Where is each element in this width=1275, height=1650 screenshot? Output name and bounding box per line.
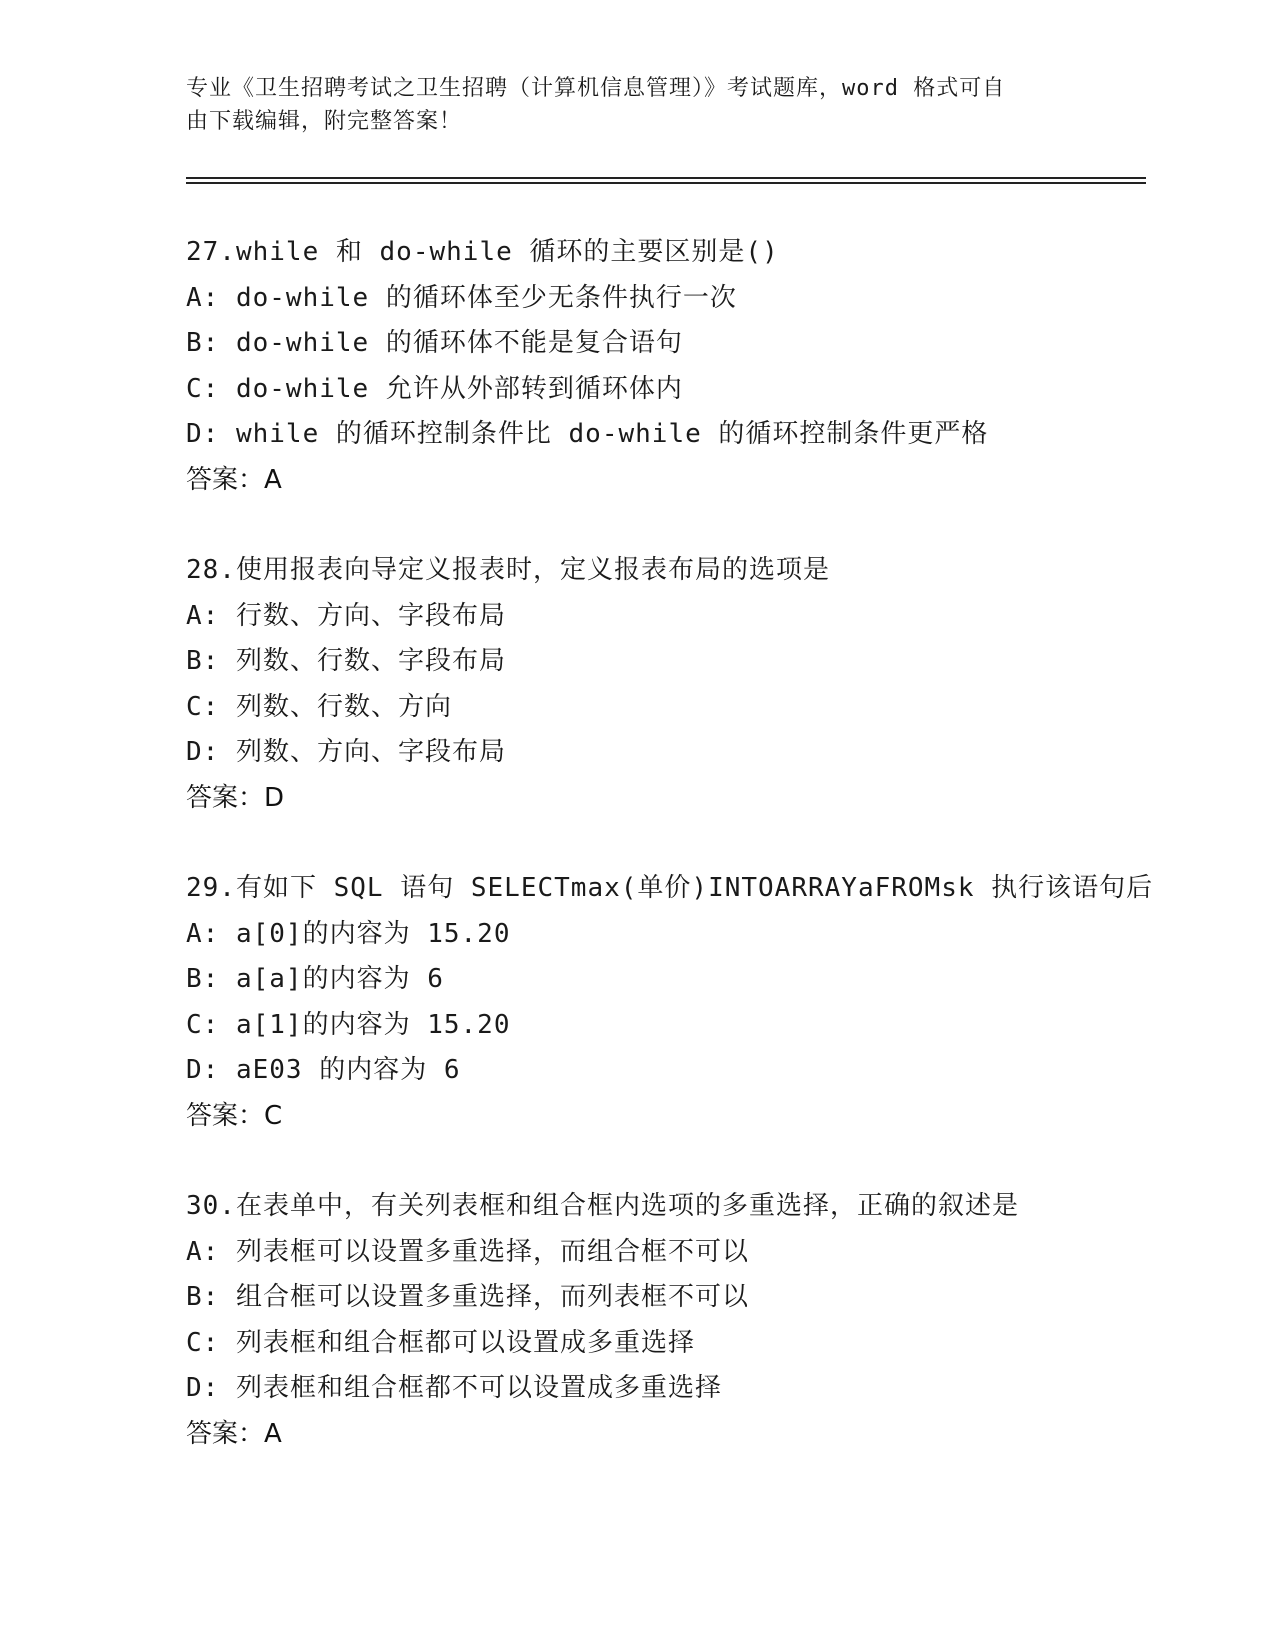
answer-line: 答案：C [186, 1100, 283, 1131]
option-a: A: 行数、方向、字段布局 [186, 600, 506, 631]
option-a: A: a[0]的内容为 15.20 [186, 918, 511, 949]
question-27 [186, 230, 1146, 503]
header-line-2: 由下载编辑，附完整答案！ [186, 109, 463, 134]
option-b: B: a[a]的内容为 6 [186, 964, 444, 994]
header-line-1: 专业《卫生招聘考试之卫生招聘（计算机信息管理）》考试题库，word 格式可自 [186, 76, 1006, 101]
option-d: D: 列数、方向、字段布局 [186, 737, 506, 767]
option-c: C: do-while 允许从外部转到循环体内 [186, 373, 683, 404]
option-c: C: 列表框和组合框都可以设置成多重选择 [186, 1327, 695, 1358]
option-c: C: a[1]的内容为 15.20 [186, 1009, 511, 1040]
question-stem: 27.while 和 do-while 循环的主要区别是() [186, 237, 779, 267]
question-30 [186, 1184, 1146, 1457]
answer-line: 答案：A [186, 1418, 282, 1449]
option-d: D: while 的循环控制条件比 do-while 的循环控制条件更严格 [186, 419, 989, 449]
answer-line: 答案：A [186, 464, 282, 495]
option-c: C: 列数、行数、方向 [186, 691, 452, 722]
option-d: D: 列表框和组合框都不可以设置成多重选择 [186, 1373, 722, 1403]
option-d: D: aE03 的内容为 6 [186, 1055, 461, 1085]
question-29 [186, 866, 1154, 1139]
question-stem: 29.有如下 SQL 语句 SELECTmax(单价)INTOARRAYaFROMsk 执行该语句后 [186, 873, 1154, 903]
option-b: B: do-while 的循环体不能是复合语句 [186, 328, 683, 358]
option-a: A: 列表框可以设置多重选择，而组合框不可以 [186, 1236, 749, 1267]
header-divider-top [186, 177, 1146, 179]
question-28 [186, 548, 1146, 821]
header-divider-bottom [186, 182, 1146, 184]
document-header [186, 72, 1066, 138]
question-stem: 28.使用报表向导定义报表时，定义报表布局的选项是 [186, 555, 830, 585]
option-a: A: do-while 的循环体至少无条件执行一次 [186, 282, 737, 313]
option-b: B: 组合框可以设置多重选择，而列表框不可以 [186, 1282, 749, 1312]
question-stem: 30.在表单中，有关列表框和组合框内选项的多重选择，正确的叙述是 [186, 1191, 1019, 1221]
answer-line: 答案：D [186, 782, 285, 813]
option-b: B: 列数、行数、字段布局 [186, 646, 506, 676]
